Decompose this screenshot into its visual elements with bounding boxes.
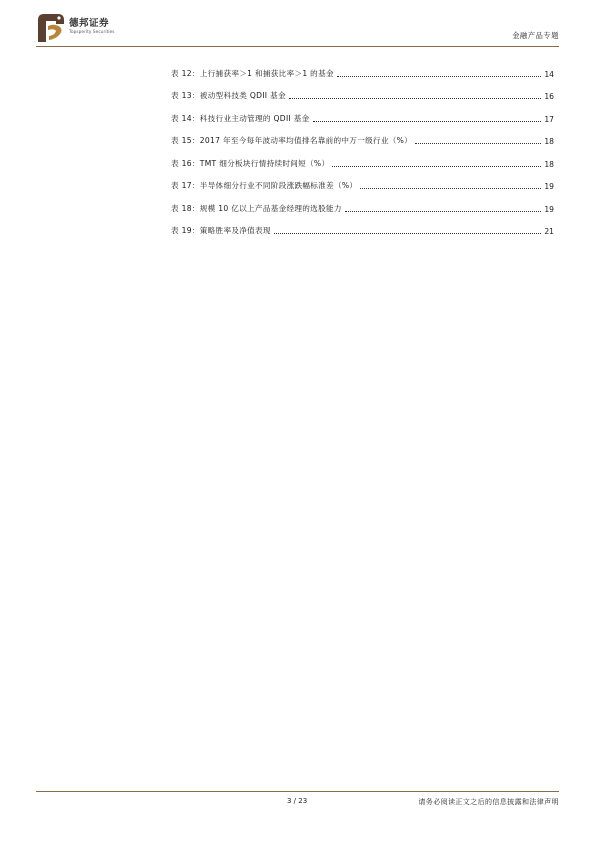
toc-dot-leader [289,98,541,99]
company-name-cn: 德邦证券 [69,18,110,29]
toc-entry-label: 表 17：半导体细分行业不同阶段涨跌幅标准差（%） [171,181,358,190]
toc-entry-label: 表 18：规模 10 亿以上产品基金经理的选股能力 [171,203,342,213]
toc-entry-page: 19 [544,182,554,191]
company-name-en: Topsperity Securities [69,29,115,34]
toc-dot-leader [332,166,541,167]
toc-entry-page: 21 [544,227,554,236]
toc-entry-label: 表 13：被动型科技类 QDII 基金 [171,91,286,100]
toc-entry-label: 表 12：上行捕获率＞1 和捕获比率＞1 的基金 [171,68,334,78]
toc-entry-page: 19 [544,204,554,214]
toc-dot-leader [415,143,541,144]
toc-entry[interactable] [171,169,554,192]
toc-entry[interactable] [171,101,554,124]
footer-divider [36,791,559,792]
toc-dot-leader [274,233,542,234]
toc-entry-label: 表 15：2017 年至今每年波动率均值排名靠前的中万一级行业（%） [171,136,413,145]
toc-entry-page: 17 [544,114,554,124]
toc-entry-page: 18 [544,159,554,169]
toc-dot-leader [360,188,541,189]
toc-dot-leader [345,211,542,212]
toc-entry-label: 表 16：TMT 细分板块行情持续时间短（%） [171,158,330,168]
toc-entry[interactable] [171,214,554,237]
company-logo [36,12,146,46]
toc-entry[interactable] [171,191,554,214]
toc-entry-label: 表 14：科技行业主动管理的 QDII 基金 [171,113,310,123]
toc-entry[interactable] [171,56,554,79]
toc-entry[interactable] [171,124,554,147]
company-logo-icon [36,12,66,44]
section-title: 金融产品专题 [512,31,559,40]
page-number: 3 / 23 [287,797,308,805]
toc-entry[interactable] [171,146,554,169]
toc-entry-page: 16 [544,92,554,101]
toc-entry-label: 表 19：策略胜率及净值表现 [171,226,271,235]
header-divider [36,46,559,47]
toc-entry-page: 18 [544,137,554,146]
toc-entry-page: 14 [544,69,554,79]
toc-entry[interactable] [171,79,554,102]
footer-disclaimer: 请务必阅读正文之后的信息披露和法律声明 [418,798,559,806]
table-of-contents [171,56,554,236]
toc-dot-leader [313,121,542,122]
toc-dot-leader [337,76,541,77]
